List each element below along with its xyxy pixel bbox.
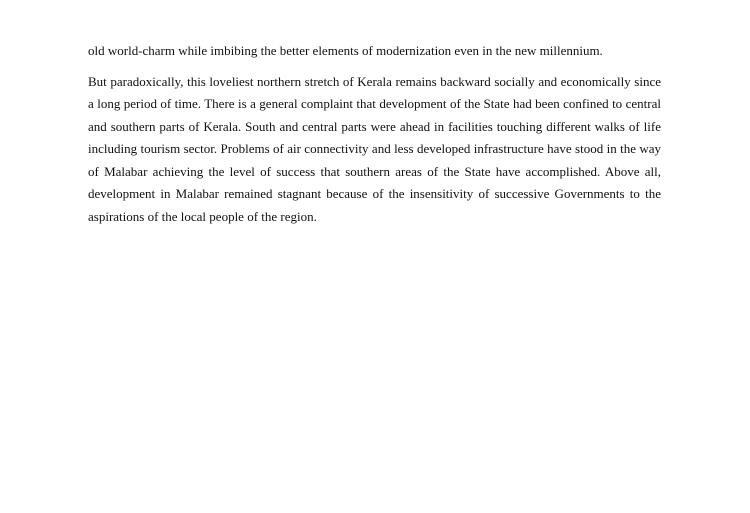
body-text	[88, 40, 661, 228]
paragraph-continuation: old world-charm while imbibing the better elements of modernization even in the new millennium.	[88, 43, 603, 58]
paragraph-malabar-development: But paradoxically, this loveliest northern stretch of Kerala remains backward socially and economically since a long period of time. There is a general complaint that development of the State had been confined to central and southern parts of Kerala. South and central parts were ahead in facilities touching different walks of life including tourism sector. Problems of air connectivity and less developed infrastructure have stood in the way of Malabar achieving the level of success that southern areas of the State have accomplished. Above all, development in Malabar remained stagnant because of the insensitivity of successive Governments to the aspirations of the local people of the region.	[88, 73, 661, 224]
